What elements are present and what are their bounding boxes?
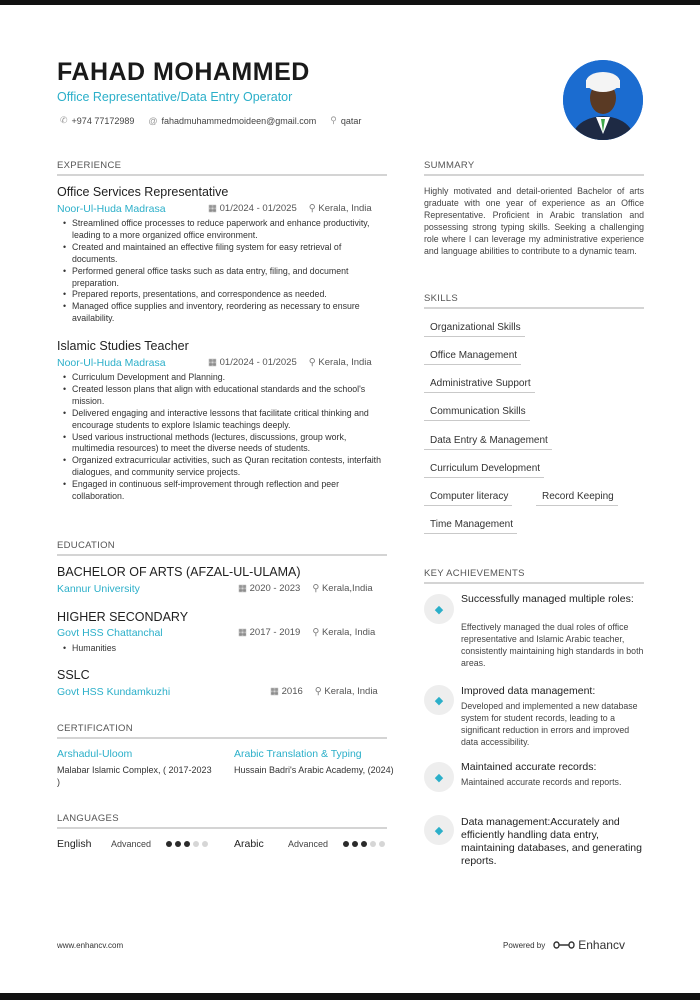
skill-tag: Office Management xyxy=(424,350,521,365)
location-pin-icon: ⚲ xyxy=(312,583,320,594)
language-level: Advanced xyxy=(111,839,152,849)
list-item: • Managed office supplies and inventory, reordering as necessary to ensure availability. xyxy=(72,301,386,325)
section-education: EDUCATION xyxy=(57,540,387,556)
skill-tag: Record Keeping xyxy=(536,491,618,506)
language-rating xyxy=(343,841,385,847)
skill-tag: Administrative Support xyxy=(424,378,535,393)
list-item: • Delivered engaging and interactive lessons that facilitate critical thinking and encourage students to explore Islamic teachings deeply. xyxy=(72,408,386,432)
rating-dot-filled xyxy=(166,841,172,847)
contact-location xyxy=(330,115,361,126)
skill-tag: Time Management xyxy=(424,519,517,534)
candidate-name: FAHAD MOHAMMED xyxy=(57,58,310,86)
job-location: Kerala, India xyxy=(318,357,372,368)
list-item: • Engaged in continuous self-improvement through reflection and peer collaboration. xyxy=(72,479,386,503)
edu-bullets xyxy=(72,643,386,655)
edu-location: Kerala, India xyxy=(324,686,378,697)
cert-org: Hussain Badri's Arabic Academy, (2024) xyxy=(234,765,394,775)
edu-dates: 2020 - 2023 xyxy=(249,583,301,594)
brand-name: Enhancv xyxy=(578,938,625,952)
edu-meta xyxy=(238,583,373,594)
cert-title: Arshadul-Uloom xyxy=(57,748,133,760)
infinity-logo-icon xyxy=(553,939,575,951)
calendar-icon: ▦ xyxy=(238,627,247,638)
achievement-desc: Effectively managed the dual roles of office representative and Islamic Arabic teacher, consistently maintaining high standards in both areas. xyxy=(461,622,644,668)
section-certification: CERTIFICATION xyxy=(57,723,387,739)
job-org: Noor-Ul-Huda Madrasa xyxy=(57,203,166,215)
achievement-desc: Developed and implemented a new database system for student records, leading to a significant reduction in errors and improved data accessibility. xyxy=(461,701,638,747)
location-pin-icon: ⚲ xyxy=(314,686,322,697)
rating-dot-filled xyxy=(343,841,349,847)
list-item: • Organized extracurricular activities, such as Quran recitation contests, interfaith dialogues, and community service projects. xyxy=(72,455,386,479)
diamond-icon: ◆ xyxy=(424,594,454,624)
list-item: • Created lesson plans that align with educational standards and the school's mission. xyxy=(72,384,386,408)
calendar-icon: ▦ xyxy=(208,357,217,368)
list-item: • Performed general office tasks such as data entry, filing, and document preparation. xyxy=(72,266,386,290)
job-org: Noor-Ul-Huda Madrasa xyxy=(57,357,166,369)
skill-tag: Data Entry & Management xyxy=(424,435,552,450)
diamond-icon: ◆ xyxy=(424,762,454,792)
location-pin-icon: ⚲ xyxy=(308,357,316,368)
rating-dot-empty xyxy=(379,841,385,847)
achievement-title: Maintained accurate records: xyxy=(461,761,597,773)
job-title: Islamic Studies Teacher xyxy=(57,339,189,353)
section-experience: EXPERIENCE xyxy=(57,160,387,176)
location-text: qatar xyxy=(340,115,362,126)
edu-org: Govt HSS Kundamkuzhi xyxy=(57,686,171,698)
cert-title: Arabic Translation & Typing xyxy=(234,748,362,760)
brand-logo xyxy=(553,938,625,952)
rating-dot-filled xyxy=(184,841,190,847)
section-key-achievements: KEY ACHIEVEMENTS xyxy=(424,568,644,584)
language-level: Advanced xyxy=(288,839,329,849)
job-bullets xyxy=(72,218,386,325)
powered-by-label: Powered by xyxy=(503,940,546,950)
list-item: • Curriculum Development and Planning. xyxy=(72,372,386,384)
contact-email[interactable] xyxy=(148,116,316,126)
section-languages: LANGUAGES xyxy=(57,813,387,829)
phone-icon: ✆ xyxy=(60,115,68,125)
calendar-icon: ▦ xyxy=(238,583,247,594)
achievement-desc: Maintained accurate records and reports. xyxy=(461,777,622,787)
contact-row xyxy=(60,115,361,126)
edu-title: HIGHER SECONDARY xyxy=(57,610,189,624)
at-icon: @ xyxy=(148,115,158,126)
profile-photo xyxy=(563,60,643,140)
edu-org: Govt HSS Chattanchal xyxy=(57,627,163,639)
job-meta xyxy=(208,203,372,214)
edu-org: Kannur University xyxy=(57,583,140,595)
rating-dot-empty xyxy=(370,841,376,847)
achievement-title: Data management:Accurately and efficiently handling data entry, maintaining databases, and generating reports. xyxy=(461,816,642,867)
rating-dot-filled xyxy=(175,841,181,847)
contact-phone[interactable] xyxy=(60,115,134,126)
calendar-icon: ▦ xyxy=(208,203,217,214)
achievement-title: Improved data management: xyxy=(461,685,596,697)
list-item: • Humanities xyxy=(72,643,386,655)
edu-title: SSLC xyxy=(57,668,90,682)
footer-powered-by[interactable] xyxy=(503,938,625,952)
job-dates: 01/2024 - 01/2025 xyxy=(219,357,297,368)
language-name: Arabic xyxy=(234,838,264,850)
job-location: Kerala, India xyxy=(318,203,372,214)
skill-tag: Computer literacy xyxy=(424,491,512,506)
rating-dot-empty xyxy=(202,841,208,847)
rating-dot-filled xyxy=(352,841,358,847)
rating-dot-empty xyxy=(193,841,199,847)
achievement-title: Successfully managed multiple roles: xyxy=(461,593,634,605)
skill-tag: Communication Skills xyxy=(424,406,530,421)
edu-meta xyxy=(270,686,378,697)
phone-text: +974 77172989 xyxy=(71,115,135,126)
job-dates: 01/2024 - 01/2025 xyxy=(219,203,297,214)
calendar-icon: ▦ xyxy=(270,686,279,697)
job-bullets xyxy=(72,372,386,503)
email-text: fahadmuhammedmoideen@gmail.com xyxy=(161,115,317,126)
footer-url[interactable]: www.enhancv.com xyxy=(57,941,124,950)
summary-text: Highly motivated and detail-oriented Bachelor of arts graduate with one year of experience as an Office Representative. Proficient in Arabic translation and possessing strong typing skills. Seeking a challenging role where I can leverage my administrative experience and language abilities to contribute to a dynamic team. xyxy=(424,186,644,256)
section-skills: SKILLS xyxy=(424,293,644,309)
skill-tag: Organizational Skills xyxy=(424,322,525,337)
list-item: • Prepared reports, presentations, and correspondence as needed. xyxy=(72,289,386,301)
location-pin-icon: ⚲ xyxy=(330,115,337,125)
location-pin-icon: ⚲ xyxy=(308,203,316,214)
edu-title: BACHELOR OF ARTS (AFZAL-UL-ULAMA) xyxy=(57,565,301,579)
list-item: • Streamlined office processes to reduce paperwork and enhance productivity, leading to a more organized office environment. xyxy=(72,218,386,242)
diamond-icon: ◆ xyxy=(424,685,454,715)
edu-dates: 2016 xyxy=(281,686,303,697)
job-meta xyxy=(208,357,372,368)
skill-tag: Curriculum Development xyxy=(424,463,544,478)
edu-location: Kerala,India xyxy=(321,583,373,594)
language-name: English xyxy=(57,838,92,850)
location-pin-icon: ⚲ xyxy=(312,627,320,638)
rating-dot-filled xyxy=(361,841,367,847)
candidate-role: Office Representative/Data Entry Operator xyxy=(57,90,293,104)
job-title: Office Services Representative xyxy=(57,185,229,199)
edu-location: Kerala, India xyxy=(321,627,376,638)
diamond-icon: ◆ xyxy=(424,815,454,845)
list-item: • Used various instructional methods (lectures, discussions, group work, multimedia resources) to meet the diverse needs of students. xyxy=(72,432,386,456)
edu-meta xyxy=(238,627,375,638)
language-rating xyxy=(166,841,208,847)
list-item: • Created and maintained an effective filing system for easy retrieval of documents. xyxy=(72,242,386,266)
cert-org: Malabar Islamic Complex, ( 2017-2023 ) xyxy=(57,765,212,787)
section-summary: SUMMARY xyxy=(424,160,644,176)
resume-page xyxy=(0,5,700,993)
edu-dates: 2017 - 2019 xyxy=(249,627,301,638)
